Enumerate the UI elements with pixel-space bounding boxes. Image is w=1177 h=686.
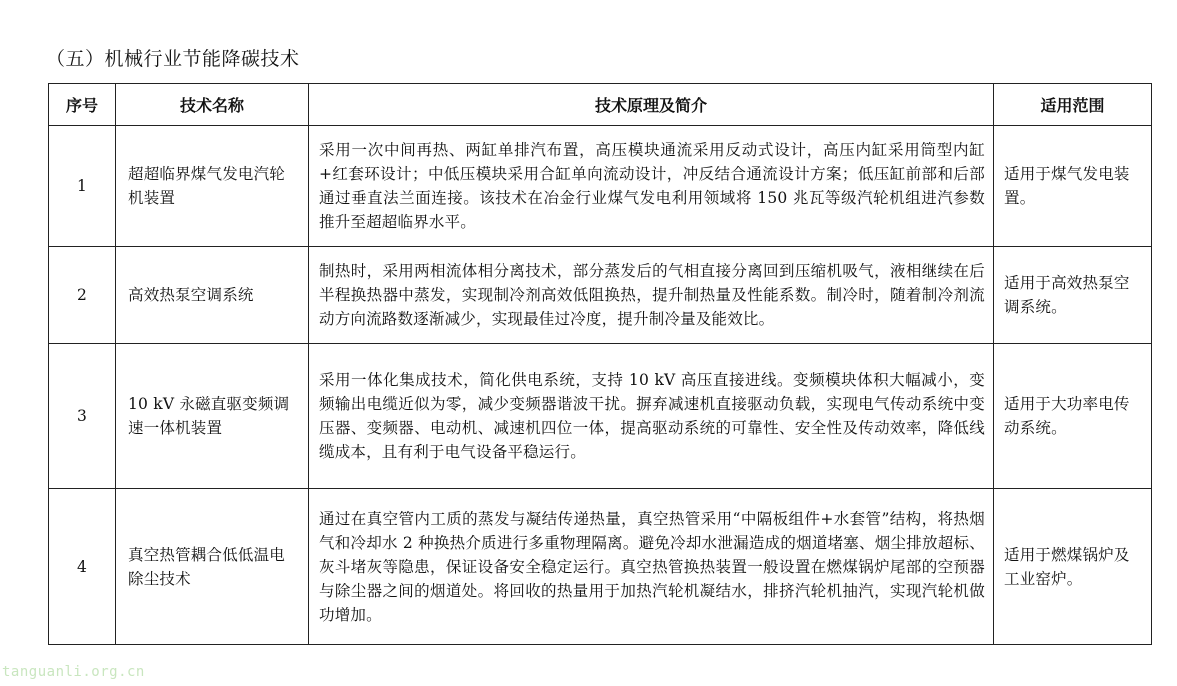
technology-description: 制热时，采用两相流体相分离技术，部分蒸发后的气相直接分离回到压缩机吸气，液相继续在后半程换热器中蒸发，实现制冷剂高效低阻换热，提升制热量及性能系数。制冷时，随着制冷剂流动方向流路数逐渐减少，实现最佳过冷度，提升制冷量及能效比。 [309,247,994,344]
section-title: （五）机械行业节能降碳技术 [46,48,300,70]
application-scope: 适用于煤气发电装置。 [994,126,1152,247]
header-application-scope: 适用范围 [994,84,1152,126]
application-scope: 适用于高效热泵空调系统。 [994,247,1152,344]
watermark: tanguanli.org.cn [2,664,145,680]
technology-description: 采用一体化集成技术，简化供电系统，支持 10 kV 高压直接进线。变频模块体积大幅减小，变频输出电缆近似为零，减少变频器谐波干扰。摒弃减速机直接驱动负载，实现电气传动系统中变压器、变频器、电动机、减速机四位一体，提高驱动系统的可靠性、安全性及传动效率，降低线缆成本，且有利于电气设备平稳运行。 [309,344,994,489]
row-number: 1 [49,126,116,247]
table-row [49,126,1152,247]
row-number: 2 [49,247,116,344]
header-principle-description: 技术原理及简介 [309,84,994,126]
row-number: 4 [49,489,116,645]
technology-name: 高效热泵空调系统 [116,247,309,344]
technology-name: 真空热管耦合低低温电除尘技术 [116,489,309,645]
table-row [49,489,1152,645]
technology-name: 超超临界煤气发电汽轮机装置 [116,126,309,247]
technology-description: 通过在真空管内工质的蒸发与凝结传递热量，真空热管采用“中隔板组件+水套管”结构，将热烟气和冷却水 2 种换热介质进行多重物理隔离。避免冷却水泄漏造成的烟道堵塞、烟尘排放超标、灰斗堵灰等隐患，保证设备安全稳定运行。真空热管换热装置一般设置在燃煤锅炉尾部的空预器与除尘器之间的烟道处。将回收的热量用于加热汽轮机凝结水，排挤汽轮机抽汽，实现汽轮机做功增加。 [309,489,994,645]
table-header-row [49,84,1152,126]
header-technology-name: 技术名称 [116,84,309,126]
application-scope: 适用于大功率电传动系统。 [994,344,1152,489]
header-serial-number: 序号 [49,84,116,126]
table-row [49,344,1152,489]
technology-table [48,83,1152,645]
row-number: 3 [49,344,116,489]
technology-name: 10 kV 永磁直驱变频调速一体机装置 [116,344,309,489]
application-scope: 适用于燃煤锅炉及工业窑炉。 [994,489,1152,645]
technology-description: 采用一次中间再热、两缸单排汽布置，高压模块通流采用反动式设计，高压内缸采用筒型内缸+红套环设计；中低压模块采用合缸单向流动设计，冲反结合通流设计方案；低压缸前部和后部通过垂直法兰面连接。该技术在冶金行业煤气发电利用领域将 150 兆瓦等级汽轮机组进汽参数推升至超超临界水平。 [309,126,994,247]
table-row [49,247,1152,344]
